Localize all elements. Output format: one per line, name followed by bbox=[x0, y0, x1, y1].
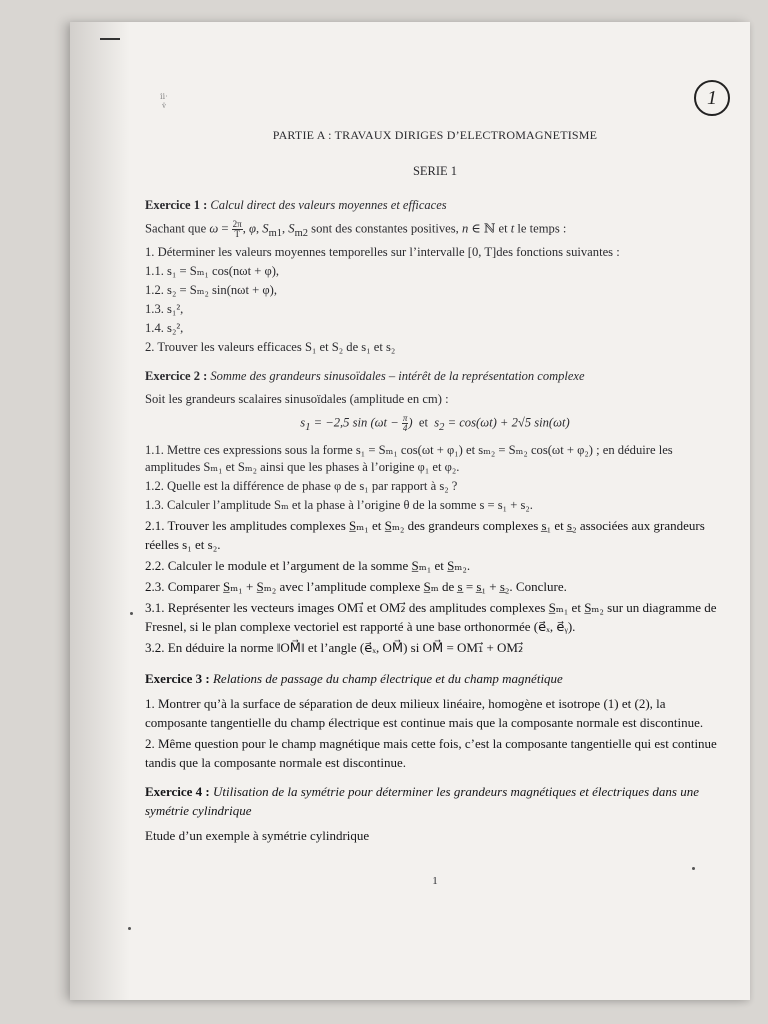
exercise-3-label: Exercice 3 : bbox=[145, 670, 210, 686]
binding-shadow bbox=[70, 22, 130, 1000]
exercise-2-title bbox=[145, 368, 725, 385]
exercise-2-q1-2: 1.2. Quelle est la différence de phase φ de s₁ par rapport à s₂ ? bbox=[145, 478, 458, 493]
exercise-3-q1: 1. Montrer qu’à la surface de séparation de deux milieux linéaire, homogène et isotrope (1) et (2), la composante tangentielle du champ électrique est continue mais que la composante normale est discontinue. bbox=[145, 695, 704, 730]
document-page bbox=[70, 22, 750, 1000]
exercise-1-q2: 2. Trouver les valeurs efficaces S₁ et S₂ de s₁ et s₂ bbox=[145, 339, 396, 354]
exercise-2-q3-1: 3.1. Représenter les vecteurs images OM₁⃗ et OM₂⃗ des amplitudes complexes S̲ₘ₁ et S̲ₘ₂ sur un diagramme de Fresnel, si le plan complexe vectoriel est rapporté à une base orthonormée (e⃗ₓ, e⃗ᵧ). bbox=[145, 599, 717, 634]
exercise-1-title bbox=[145, 197, 725, 214]
page-stamp: 1 bbox=[694, 80, 730, 116]
exercise-2-q1-1: 1.1. Mettre ces expressions sous la forme s₁ = Sₘ₁ cos(ωt + φ₁) et sₘ₂ = Sₘ₂ cos(ωt + φ₂) ; en déduire les amplitudes Sₘ₁ et Sₘ₂ ainsi que les phases à l’origine φ₁ et φ₂. bbox=[145, 442, 673, 474]
exercise-1-label: Exercice 1 : bbox=[145, 198, 208, 212]
paper-speck bbox=[128, 927, 131, 930]
serie-heading: SERIE 1 bbox=[412, 164, 458, 178]
exercise-2-q1-3: 1.3. Calculer l’amplitude Sₘ et la phase à l’origine θ de la somme s = s₁ + s₂. bbox=[145, 497, 533, 512]
part-heading: PARTIE A : TRAVAUX DIRIGES D’ELECTROMAGNETISME bbox=[272, 128, 598, 142]
exercise-2-q2-1: 2.1. Trouver les amplitudes complexes S̲ₘ₁ et S̲ₘ₂ des grandeurs complexes s̲₁ et s̲₂ associées aux grandeurs réelles s₁ et s₂. bbox=[145, 517, 705, 552]
exercise-3-subject: Relations de passage du champ électrique et du champ magnétique bbox=[212, 670, 563, 686]
page-number: 1 bbox=[432, 874, 438, 887]
exercise-2-q2-2: 2.2. Calculer le module et l’argument de la somme S̲ₘ₁ et S̲ₘ₂. bbox=[145, 557, 471, 573]
exercise-2-q3-2: 3.2. En déduire la norme ‖OM⃗‖ et l’angle (e⃗ₓ, OM⃗) si OM⃗ = OM₁⃗ + OM₂⃗ bbox=[145, 639, 524, 655]
exercise-1-q1-2: 1.2. s₂ = Sₘ₂ sin(nωt + φ), bbox=[145, 282, 277, 297]
exercise-3-title bbox=[145, 669, 725, 688]
exercise-4-subject: Utilisation de la symétrie pour déterminer les grandeurs magnétiques et électriques dans une symétrie cylindrique bbox=[145, 783, 699, 818]
exercise-1-q1-4: 1.4. s₂², bbox=[145, 320, 184, 335]
corner-mark bbox=[100, 38, 120, 40]
exercise-1-subject: Calcul direct des valeurs moyennes et efficaces bbox=[210, 198, 447, 212]
exercise-2-equation: $s_1 = -2,5$ sin (ωt − $\frac{\pi}{4}$ ) et $s_2 = \cos(\omega t) + 2√5$ sin(ωt) bbox=[300, 412, 570, 433]
exercise-2-q2-3: 2.3. Comparer S̲ₘ₁ + S̲ₘ₂ avec l’amplitude complexe S̲ₘ de s̲ = s̲₁ + s̲₂. Conclure. bbox=[145, 578, 567, 594]
exercise-3-q2: 2. Même question pour le champ magnétique mais cette fois, c’est la composante tangentielle qui est continue tandis que la composante normale est discontinue. bbox=[145, 735, 717, 770]
exercise-1-q1-1: 1.1. s₁ = Sₘ₁ cos(nωt + φ), bbox=[145, 263, 280, 278]
exercise-2-intro: Soit les grandeurs scalaires sinusoïdales (amplitude en cm) : bbox=[145, 391, 449, 406]
exercise-4-title bbox=[145, 782, 725, 820]
exercise-2-subject: Somme des grandeurs sinusoïdales – intérêt de la représentation complexe bbox=[210, 368, 585, 383]
paper-speck bbox=[130, 612, 133, 615]
pencil-scribble: ⅱ· v̈ bbox=[160, 92, 168, 110]
exercise-1-q1-3: 1.3. s₁², bbox=[145, 301, 184, 316]
exercise-4-line: Etude d’un exemple à symétrie cylindrique bbox=[145, 827, 370, 843]
exercise-1-given: Sachant que ω = $\frac{2\pi}{T}$ , φ, $S_{m1}$, $S_{m2}$ sont des constantes positives, n ∈ ℕ et t le temps : bbox=[145, 219, 567, 239]
exercise-1-q1: 1. Déterminer les valeurs moyennes temporelles sur l’intervalle [0, T]des fonctions suivantes : bbox=[145, 244, 620, 259]
exercise-4-label: Exercice 4 : bbox=[145, 783, 210, 799]
document-body bbox=[145, 127, 725, 890]
exercise-2-label: Exercice 2 : bbox=[145, 368, 208, 383]
